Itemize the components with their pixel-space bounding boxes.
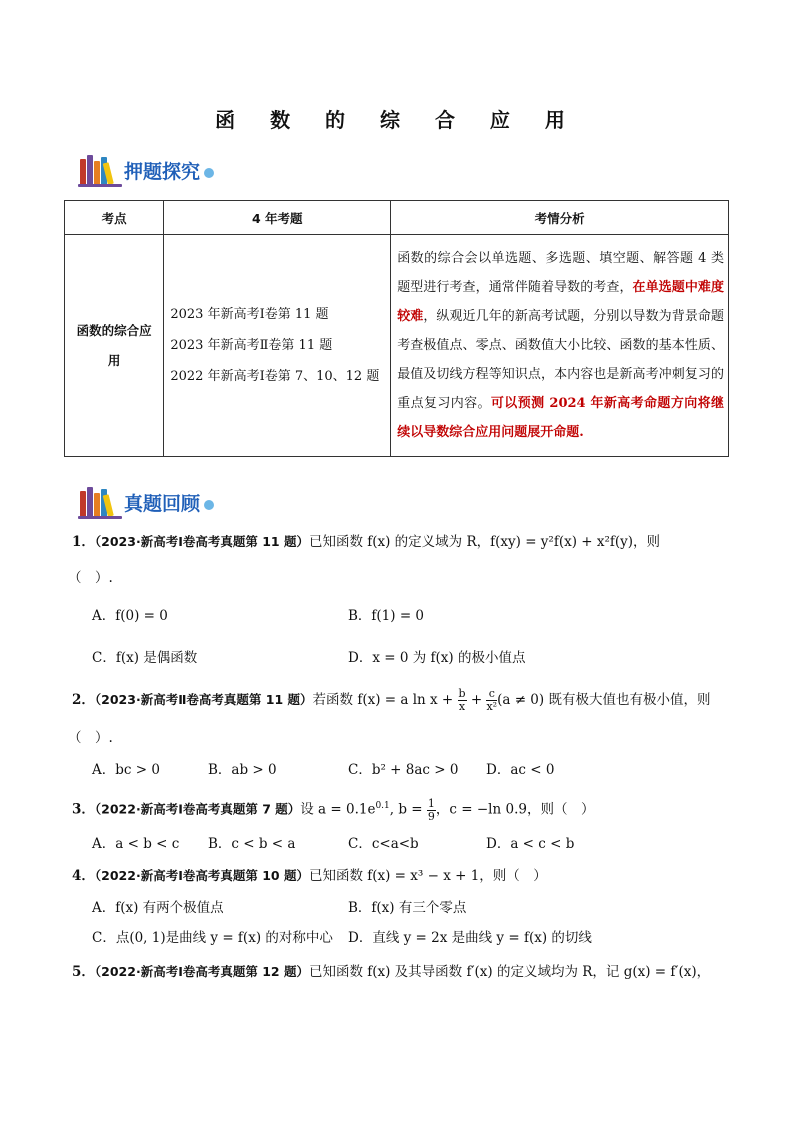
books-icon [78,485,122,519]
option-b: B．ab > 0 [208,762,277,778]
fraction-one-ninth: $\frac{1}{9}$ [427,796,435,823]
exam-item: 2023 年新高考Ⅱ卷第 11 题 [170,338,333,353]
question-number: 4． [72,868,95,884]
question-5 [72,962,732,982]
question-source: （2023·新高考Ⅱ卷高考真题第 11 题） [94,692,313,707]
option-c: C．b² + 8ac > 0 [348,762,459,778]
option-d: D．ac < 0 [486,762,555,778]
table-row [65,235,729,457]
section-header-yati [78,152,214,188]
exam-item: 2023 年新高考Ⅰ卷第 11 题 [170,307,329,322]
option-d: D．直线 y = 2x 是曲线 y = f(x) 的切线 [348,930,592,946]
dot-icon [204,168,214,178]
question-stem: (a ≠ 0) 既有极大值也有极小值，则 [497,692,711,708]
section-label: 押题探究 [124,160,201,183]
question-number: 3． [72,801,95,818]
analysis-highlight: 在单选题中难度较难 [397,280,724,324]
question-2 [72,688,732,713]
option-a: A．f(0) = 0 [92,608,168,624]
option-c: C．f(x) 是偶函数 [92,650,198,666]
question-paren: （ ）. [68,730,113,746]
topic-cell [65,235,164,457]
question-stem: 若函数 f(x) = a ln x + [312,692,458,708]
books-icon [78,153,122,187]
section-header-zhenti [78,484,214,520]
question-stem: , b = [389,801,427,818]
topic-text: 函数的综合应用 [76,322,152,368]
question-stem: ，c = −ln 0.9，则（ ） [435,801,595,818]
question-source: （2022·新高考Ⅰ卷高考真题第 7 题） [94,801,301,817]
question-stem: 设 a = 0.1e [300,801,376,818]
page-title: 函 数 的 综 合 应 用 [215,108,579,132]
question-3 [72,796,732,823]
analysis-cell [391,235,729,457]
option-b: B．f(1) = 0 [348,608,425,624]
question-source: （2022·新高考Ⅰ卷高考真题第 12 题） [94,964,309,979]
analysis-text: ，纵观近几年的新高考试题，分别以导数为背景命题考查极值点、零点、函数值大小比较、函数的基本性质、最值及切线方程等知识点，本内容也是新高考冲刺复习的重点复习内容。 [397,309,724,411]
dot-icon [204,500,214,510]
analysis-text: 函数的综合会以单选题、多选题、填空题、解答题 4 类题型进行考查，通常伴随着导数的考查， [397,251,724,295]
option-a: A．f(x) 有两个极值点 [92,900,224,916]
question-paren: （ ）. [68,570,113,586]
question-source: （2022·新高考Ⅰ卷高考真题第 10 题） [94,868,309,883]
header-exams: 4 年考题 [164,201,391,235]
plus-sign: + [466,692,487,708]
question-stem: 已知函数 f(x) 及其导函数 f′(x) 的定义域均为 R，记 g(x) = f′(x)， [308,964,711,980]
question-1 [72,532,732,552]
option-c: C．c<a<b [348,836,419,852]
exams-cell [164,235,391,457]
exponent: 0.1 [375,801,390,811]
question-stem: 已知函数 f(x) = x³ − x + 1，则（ ） [308,868,547,884]
question-4 [72,866,732,886]
section-label: 真题回顾 [124,492,201,515]
option-b: B．f(x) 有三个零点 [348,900,467,916]
exam-item: 2022 年新高考Ⅰ卷第 7、10、12 题 [170,369,380,384]
option-d: D．x = 0 为 f(x) 的极小值点 [348,650,526,666]
option-b: B．c < b < a [208,836,296,852]
fraction-c-over-x2: $\frac{c}{\text{x²}}$ [486,687,498,713]
question-source: （2023·新高考Ⅰ卷高考真题第 11 题） [94,534,309,549]
analysis-highlight: 可以预测 2024 年新高考命题方向将继续以导数综合应用问题展开命题. [397,396,724,440]
question-number: 5． [72,964,95,980]
option-d: D．a < c < b [486,836,575,852]
option-a: A．a < b < c [92,836,180,852]
question-number: 2． [72,692,95,708]
table-header-row [65,201,729,235]
exam-analysis-table [64,200,729,457]
header-analysis: 考情分析 [391,201,729,235]
header-topic: 考点 [65,201,164,235]
fraction-b-over-x: $\frac{b}{x}$ [458,687,466,713]
option-c: C．点(0, 1)是曲线 y = f(x) 的对称中心 [92,930,333,946]
option-a: A．bc > 0 [92,762,160,778]
question-stem: 已知函数 f(x) 的定义域为 R，f(xy) = y²f(x) + x²f(y)，则 [308,534,661,550]
question-number: 1． [72,534,95,550]
